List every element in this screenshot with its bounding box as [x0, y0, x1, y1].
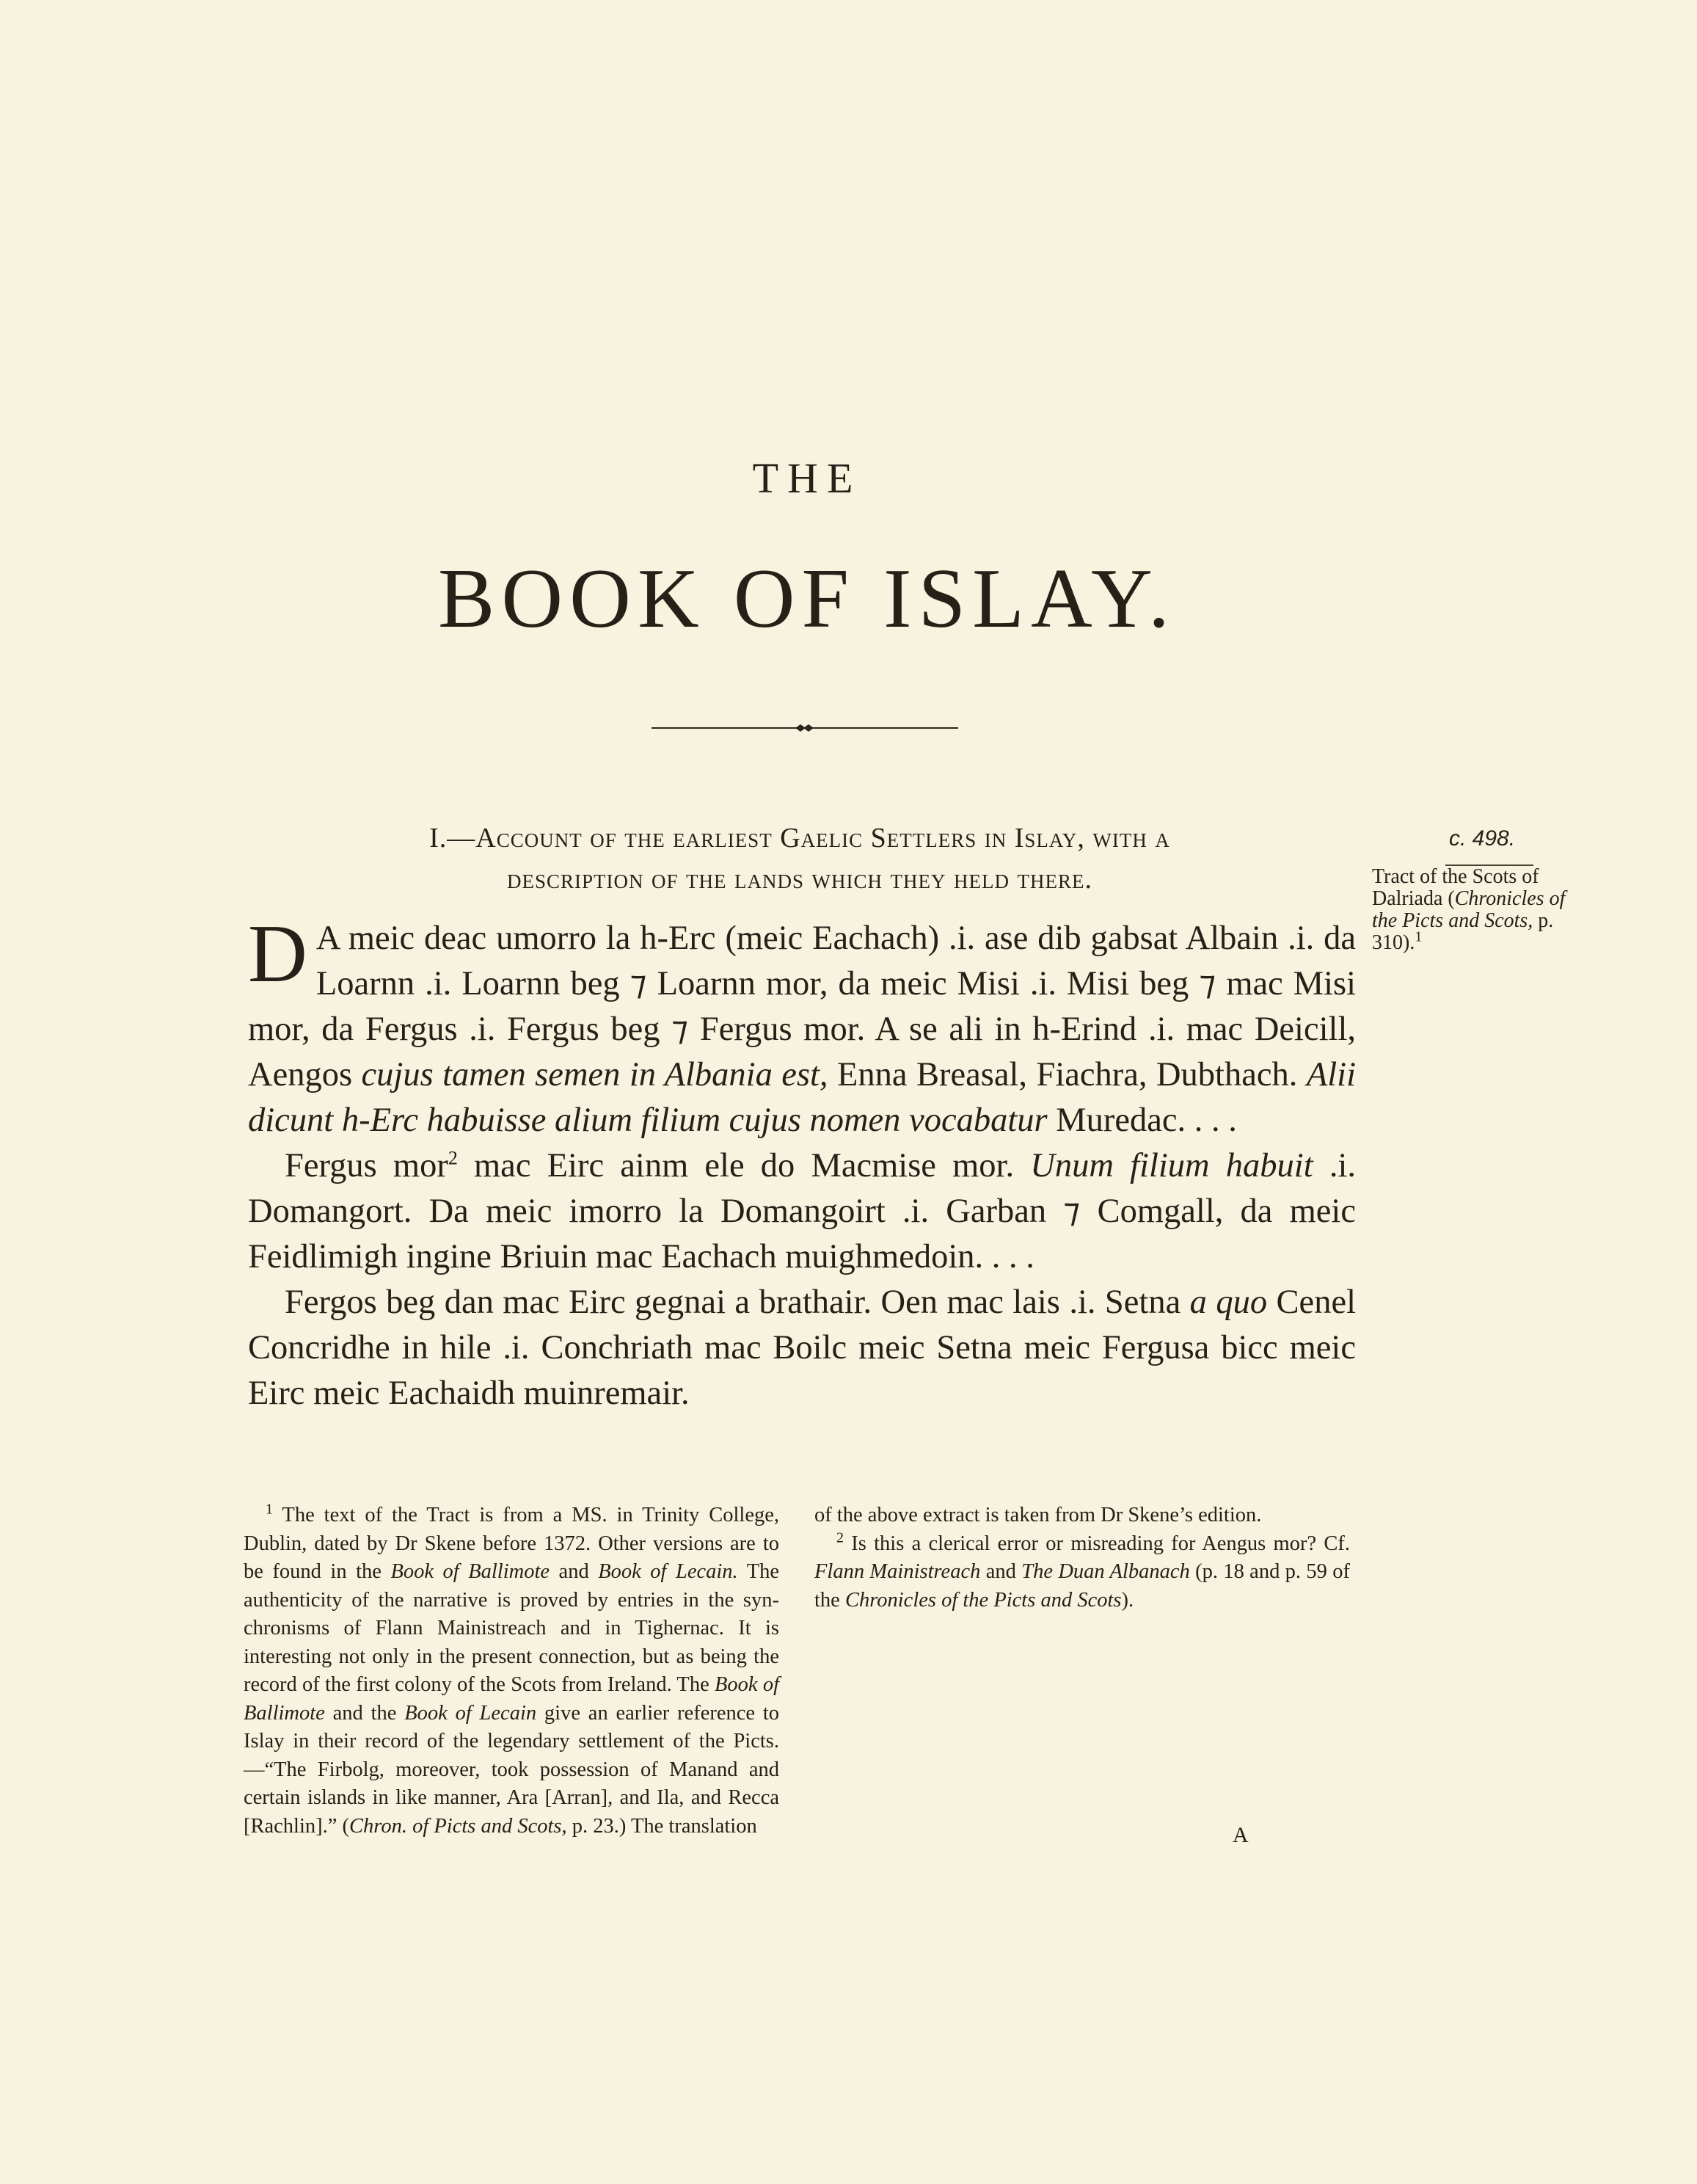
footnote-ref-2[interactable]: 2: [448, 1147, 458, 1169]
paragraph-3: Fergos beg dan mac Eirc gegnai a brathair. Oen mac lais .i. Setna a quo Cenel Concridhe in hile .i. Conchriath mac Boilc meic Setna meic Fergusa bicc meic Eirc meic Eachaidh muinremair.: [248, 1284, 1356, 1412]
main-text: [248, 909, 1356, 1416]
drop-cap: D: [248, 909, 307, 1000]
margin-note: [1372, 828, 1592, 954]
section-heading-line-2: description of the lands which they held there.: [507, 864, 1092, 895]
paragraph-1: D A meic deac umorro la h-Erc (meic Eachach) .i. ase dib gabsat Albain .i. da Loarnn .i. Loarnn beg ⁊ Loarnn mor, da meic Misi .i. Misi beg ⁊ mac Misi mor, da Fergus .i. Fergus beg ⁊ Fergus mor. A se ali in h-Erind .i. mac Deicill, Aengos cujus tamen semen in Albania est, Enna Breasal, Fiachra, Dubthach. Alii dicunt h-Erc habuisse alium filium cujus nomen vocabatur Muredac. . . .: [248, 909, 1356, 1139]
signature-mark: A: [1233, 1823, 1249, 1847]
footnotes-column-right: [814, 1502, 1350, 1615]
footnotes-column-left: [244, 1502, 779, 1841]
book-title: BOOK OF ISLAY.: [438, 552, 1176, 646]
paragraph-2: Fergus mor$^2$ mac Eirc ainm ele do Macmise mor. Unum filium habuit .i. Domangort. Da meic imorro la Domangoirt .i. Garban ⁊ Comgall, da meic Feidlimigh ingine Briuin mac Eachach muighmedoin. . . .: [248, 1147, 1356, 1275]
margin-date: c. 498.: [1372, 828, 1592, 850]
footnote-2: $^2$ Is this a clerical error or misreading for Aengus mor? Cf. Flann Mainistreach and The Duan Albanach (p. 18 and p. 59 of the Chronicles of the Picts and Scots).: [814, 1529, 1351, 1612]
footnote-1-continued: of the above extract is taken from Dr Skene’s edition.: [814, 1504, 1262, 1526]
pre-title: THE: [752, 454, 862, 502]
footnote-ref-1[interactable]: 1: [1415, 928, 1423, 945]
section-heading: [249, 818, 1350, 900]
title-ornament-rule: [652, 724, 958, 732]
margin-note-text: Tract of the Scots of Dalriada (Chronicles of the Picts and Scots, p. 310).$^1$: [1372, 865, 1566, 954]
section-heading-line-1: I.—Account of the earliest Gaelic Settlers in Islay, with a: [429, 823, 1170, 853]
footnote-1: $^1$ The text of the Tract is from a MS. in Trinity College, Dublin, dated by Dr Skene before 1372. Other versions are to be found in the Book of Ballimote and Book of Lecain. The authenticity of the narrative is proved by entries in the synchronisms of Flann Mainistreach and in Tighernac. It is interesting not only in the present connection, but as being the record of the first colony of the Scots from Ireland. The Book of Ballimote and the Book of Lecain give an earlier reference to Islay in their record of the legendary settlement of the Picts.—“The Firbolg, moreover, took possession of Manand and certain islands in like manner, Ara [Arran], and Ila, and Recca [Rachlin].” (Chron. of Picts and Scots, p. 23.) The translation: [244, 1501, 780, 1838]
margin-date-rule: [1445, 864, 1533, 866]
